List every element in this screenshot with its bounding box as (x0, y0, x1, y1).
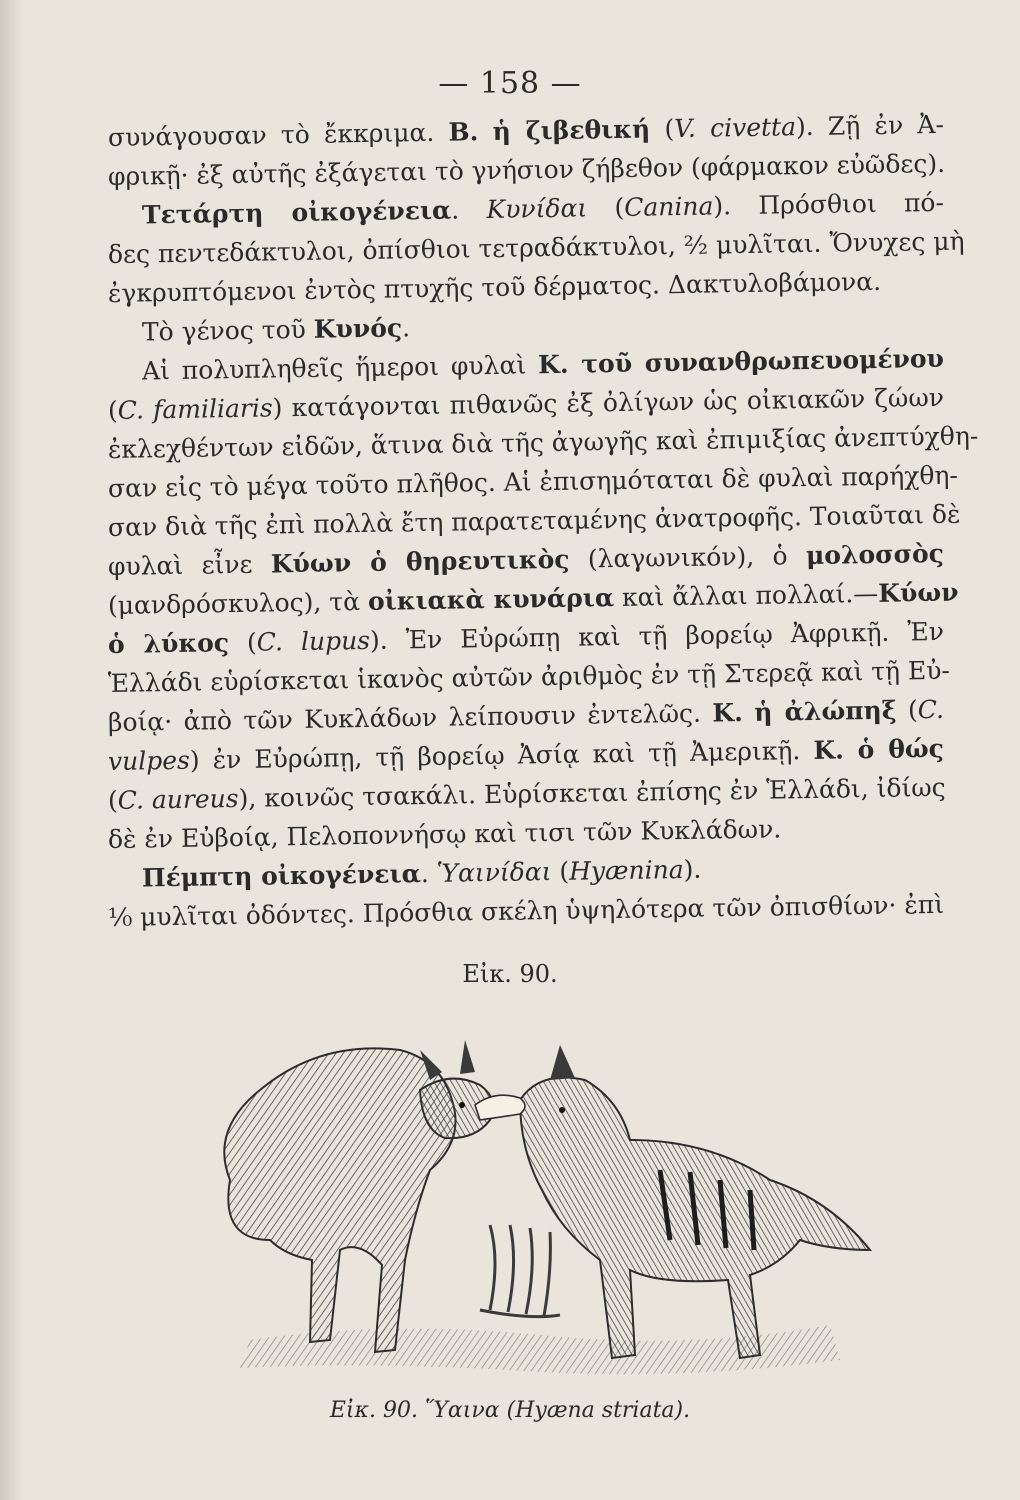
text-run: ( (896, 695, 918, 725)
text-run: ). (683, 854, 702, 884)
text-run: ἡ ἀλώπηξ (754, 695, 897, 727)
text-run: C. aureus (117, 783, 239, 815)
text-run: οἰκιακὰ κυνάρια (367, 583, 615, 616)
text-run: ὁ λύκος (107, 628, 230, 659)
text-run (478, 117, 493, 146)
page-number: — 158 — (438, 66, 582, 101)
text-run: V. civetta (673, 112, 797, 144)
text-run: ἐγκρυπτόμενοι ἐντὸς πτυχῆς τοῦ δέρματος. Δακτυλοβάμονα. (107, 266, 882, 308)
text-run: . (451, 195, 487, 225)
text-run: Ὑαινίδαι (436, 857, 552, 888)
text-run: ). Ἐν Εὐρώπῃ καὶ τῇ βορείῳ Ἀφρικῇ. Ἐν (369, 616, 945, 655)
text-run: σαν εἰς τὸ μέγα τοῦτο πλῆθος. Αἱ ἐπισημόταται δὲ φυλαὶ παρήχθη- (107, 460, 959, 503)
text-run: Κύων (878, 577, 959, 608)
hyena-illustration (190, 1010, 890, 1390)
text-run: Κ. (712, 698, 744, 728)
text-run: (λαγωνικόν), ὁ (569, 541, 807, 574)
text-run: Τετάρτη οἰκογένεια (141, 195, 452, 230)
text-run: βοίᾳ· ἀπὸ τῶν Κυκλάδων λείπουσιν ἐντελῶς. (107, 698, 713, 737)
text-run: vulpes (107, 745, 191, 776)
text-run: Canina (623, 191, 714, 222)
text-run: ¹⁄₀ μυλῖται ὀδόντες. Πρόσθια σκέλη ὑψηλότερα τῶν ὀπισθίων· ἐπὶ (107, 889, 945, 932)
text-run: ( (551, 856, 570, 887)
left-hyena (224, 1040, 493, 1352)
right-hyena (520, 1045, 870, 1358)
text-run: ). Ζῇ ἐν Ἀ- (795, 109, 945, 142)
text-run: ἡ ζιβεθική (492, 114, 651, 146)
text-run: μολοσσὸς (805, 538, 945, 571)
text-run: ( (228, 627, 257, 658)
text-run: Κ. τοῦ συνανθρωπευομένου (537, 343, 945, 380)
text-run: Τὸ γένος τοῦ (141, 314, 314, 347)
text-run: συνάγουσαν τὸ ἔκκριμα. (107, 117, 449, 152)
text-run: ἐκλεχθέντων εἰδῶν, ἅτινα διὰ τῆς ἀγωγῆς καὶ ἐπιμιξίας ἀνεπτύχθη- (107, 421, 979, 464)
text-run: φυλαὶ εἶνε (107, 549, 272, 581)
text-run: Hyænina (568, 854, 684, 886)
figure-label: Εἰκ. 90. (462, 960, 558, 988)
text-run: ( (107, 785, 118, 815)
text-run: Β. (448, 117, 479, 147)
text-run: ), κοινῶς τσακάλι. Εὑρίσκεται ἐπίσης ἐν Ἑλλάδι, ἰδίως (238, 772, 946, 813)
text-run: ) ἐν Εὐρώπῃ, τῇ βορείῳ Ἀσίᾳ καὶ τῇ Ἀμερικῇ. (189, 735, 814, 775)
text-run: C. lupus (256, 625, 371, 657)
ribcage (480, 1225, 560, 1317)
figure-caption: Εἰκ. 90. Ὕαινα (Hyæna striata). (329, 1398, 691, 1423)
text-run: Πέμπτη οἰκογένεια (141, 859, 422, 893)
text-run: ) κατάγονται πιθανῶς ἐξ ὀλίγων ὡς οἰκιακῶν ζώων (272, 382, 945, 423)
text-run: Κ. ὁ θώς (813, 733, 945, 765)
text-run: ). Πρόσθιοι πό- (713, 187, 945, 221)
text-run: σαν διὰ τῆς ἐπὶ πολλὰ ἔτη παρατεταμένης ἀνατροφῆς. Τοιαῦται δὲ (107, 499, 961, 542)
text-run: καὶ ἄλλαι πολλαί.— (613, 578, 879, 613)
page-edge-shadow (0, 0, 22, 1500)
text-run: ( (586, 192, 625, 223)
text-run: δες πεντεδάκτυλοι, ὀπίσθιοι τετραδάκτυλοι, ²⁄₂ μυλῖται. Ὄνυχες μὴ (107, 226, 965, 269)
text-run: Κυνός (313, 313, 403, 344)
text-run: δὲ ἐν Εὐβοίᾳ, Πελοποννήσῳ καὶ τισι τῶν Κυκλάδων. (107, 814, 782, 854)
text-run: C. (917, 694, 945, 725)
text-run: φρικῇ· ἐξ αὐτῆς ἐξάγεται τὸ γνήσιον ζήβεθον (φάρμακον εὐῶδες). (107, 148, 946, 191)
text-run: Κύων ὁ θηρευτικὸς (270, 544, 570, 579)
text-run: Κυνίδαι (486, 193, 588, 225)
text-run: C. familiaris (117, 393, 273, 425)
text-run (743, 698, 755, 727)
text-run: ( (649, 114, 675, 144)
text-run: ( (107, 395, 118, 425)
text-run: (μανδρόσκυλος), τὰ (107, 586, 369, 620)
text-run: . (401, 313, 411, 343)
text-run: Αἱ πολυπληθεῖς ἥμεροι φυλαὶ (141, 350, 539, 386)
text-run: . (420, 858, 437, 889)
text-run: Ἑλλάδι εὑρίσκεται ἱκανὸς αὐτῶν ἀριθμὸς ἐν τῇ Στερεᾷ καὶ τῇ Εὐ- (107, 655, 951, 698)
body-text (107, 109, 979, 937)
